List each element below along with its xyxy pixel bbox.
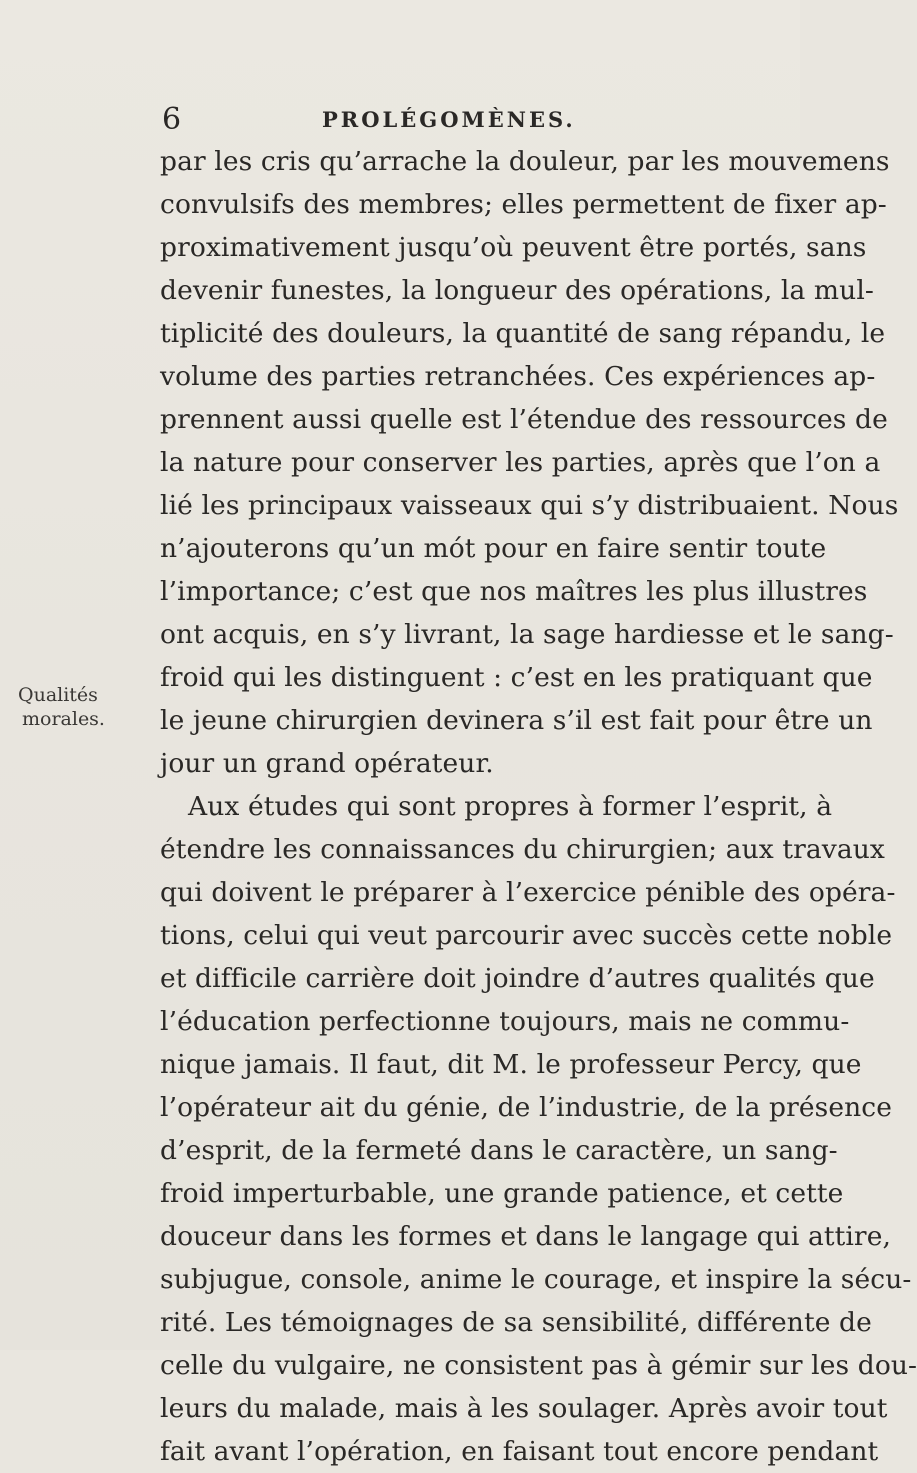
text-line: tions, celui qui veut parcourir avec succès cette noble	[160, 920, 893, 951]
body-text	[160, 140, 917, 1473]
text-line: la nature pour conserver les parties, après que l’on a	[160, 447, 881, 478]
text-line: tiplicité des douleurs, la quantité de sang répandu, le	[160, 318, 886, 349]
text-line: qui doivent le préparer à l’exercice pénible des opéra-	[160, 877, 896, 908]
text-line: convulsifs des membres; elles permettent de fixer ap-	[160, 189, 887, 220]
text-line: n’ajouterons qu’un mót pour en faire sentir toute	[160, 533, 827, 564]
running-head: PROLÉGOMÈNES.	[322, 107, 576, 132]
text-line: l’importance; c’est que nos maîtres les plus illustres	[160, 576, 868, 607]
text-line: rité. Les témoignages de sa sensibilité, différente de	[160, 1307, 872, 1338]
text-line: froid imperturbable, une grande patience, et cette	[160, 1178, 844, 1209]
text-line: par les cris qu’arrache la douleur, par les mouvemens	[160, 146, 890, 177]
text-line: leurs du malade, mais à les soulager. Après avoir tout	[160, 1393, 888, 1424]
text-line: subjugue, console, anime le courage, et inspire la sécu-	[160, 1264, 912, 1295]
text-line: volume des parties retranchées. Ces expériences ap-	[160, 361, 876, 392]
text-line: froid qui les distinguent : c’est en les pratiquant que	[160, 662, 873, 693]
page-number: 6	[162, 102, 182, 137]
text-line: proximativement jusqu’où peuvent être portés, sans	[160, 232, 867, 263]
text-line: fait avant l’opération, en faisant tout encore pendant	[160, 1436, 879, 1467]
text-line: devenir funestes, la longueur des opérations, la mul-	[160, 275, 874, 306]
text-line: lié les principaux vaisseaux qui s’y distribuaient. Nous	[160, 490, 899, 521]
text-line: nique jamais. Il faut, dit M. le professeur Percy, que	[160, 1049, 862, 1080]
text-line: d’esprit, de la fermeté dans le caractère, un sang-	[160, 1135, 838, 1166]
text-line: jour un grand opérateur.	[160, 748, 494, 779]
text-line: le jeune chirurgien devinera s’il est fait pour être un	[160, 705, 873, 736]
text-line: prennent aussi quelle est l’étendue des ressources de	[160, 404, 888, 435]
text-line: douceur dans les formes et dans le langage qui attire,	[160, 1221, 892, 1252]
text-line: et difficile carrière doit joindre d’autres qualités que	[160, 963, 875, 994]
text-line: l’opérateur ait du génie, de l’industrie, de la présence	[160, 1092, 892, 1123]
text-line: ont acquis, en s’y livrant, la sage hardiesse et le sang-	[160, 619, 894, 650]
text-line: l’éducation perfectionne toujours, mais ne commu-	[160, 1006, 850, 1037]
margin-note-line: morales.	[22, 708, 105, 730]
margin-note	[18, 683, 138, 731]
page-header	[162, 100, 762, 140]
text-line: étendre les connaissances du chirurgien; aux travaux	[160, 834, 885, 865]
text-line: Aux études qui sont propres à former l’esprit, à	[188, 791, 833, 822]
margin-note-line: Qualités	[18, 684, 98, 706]
text-line: celle du vulgaire, ne consistent pas à gémir sur les dou-	[160, 1350, 917, 1381]
